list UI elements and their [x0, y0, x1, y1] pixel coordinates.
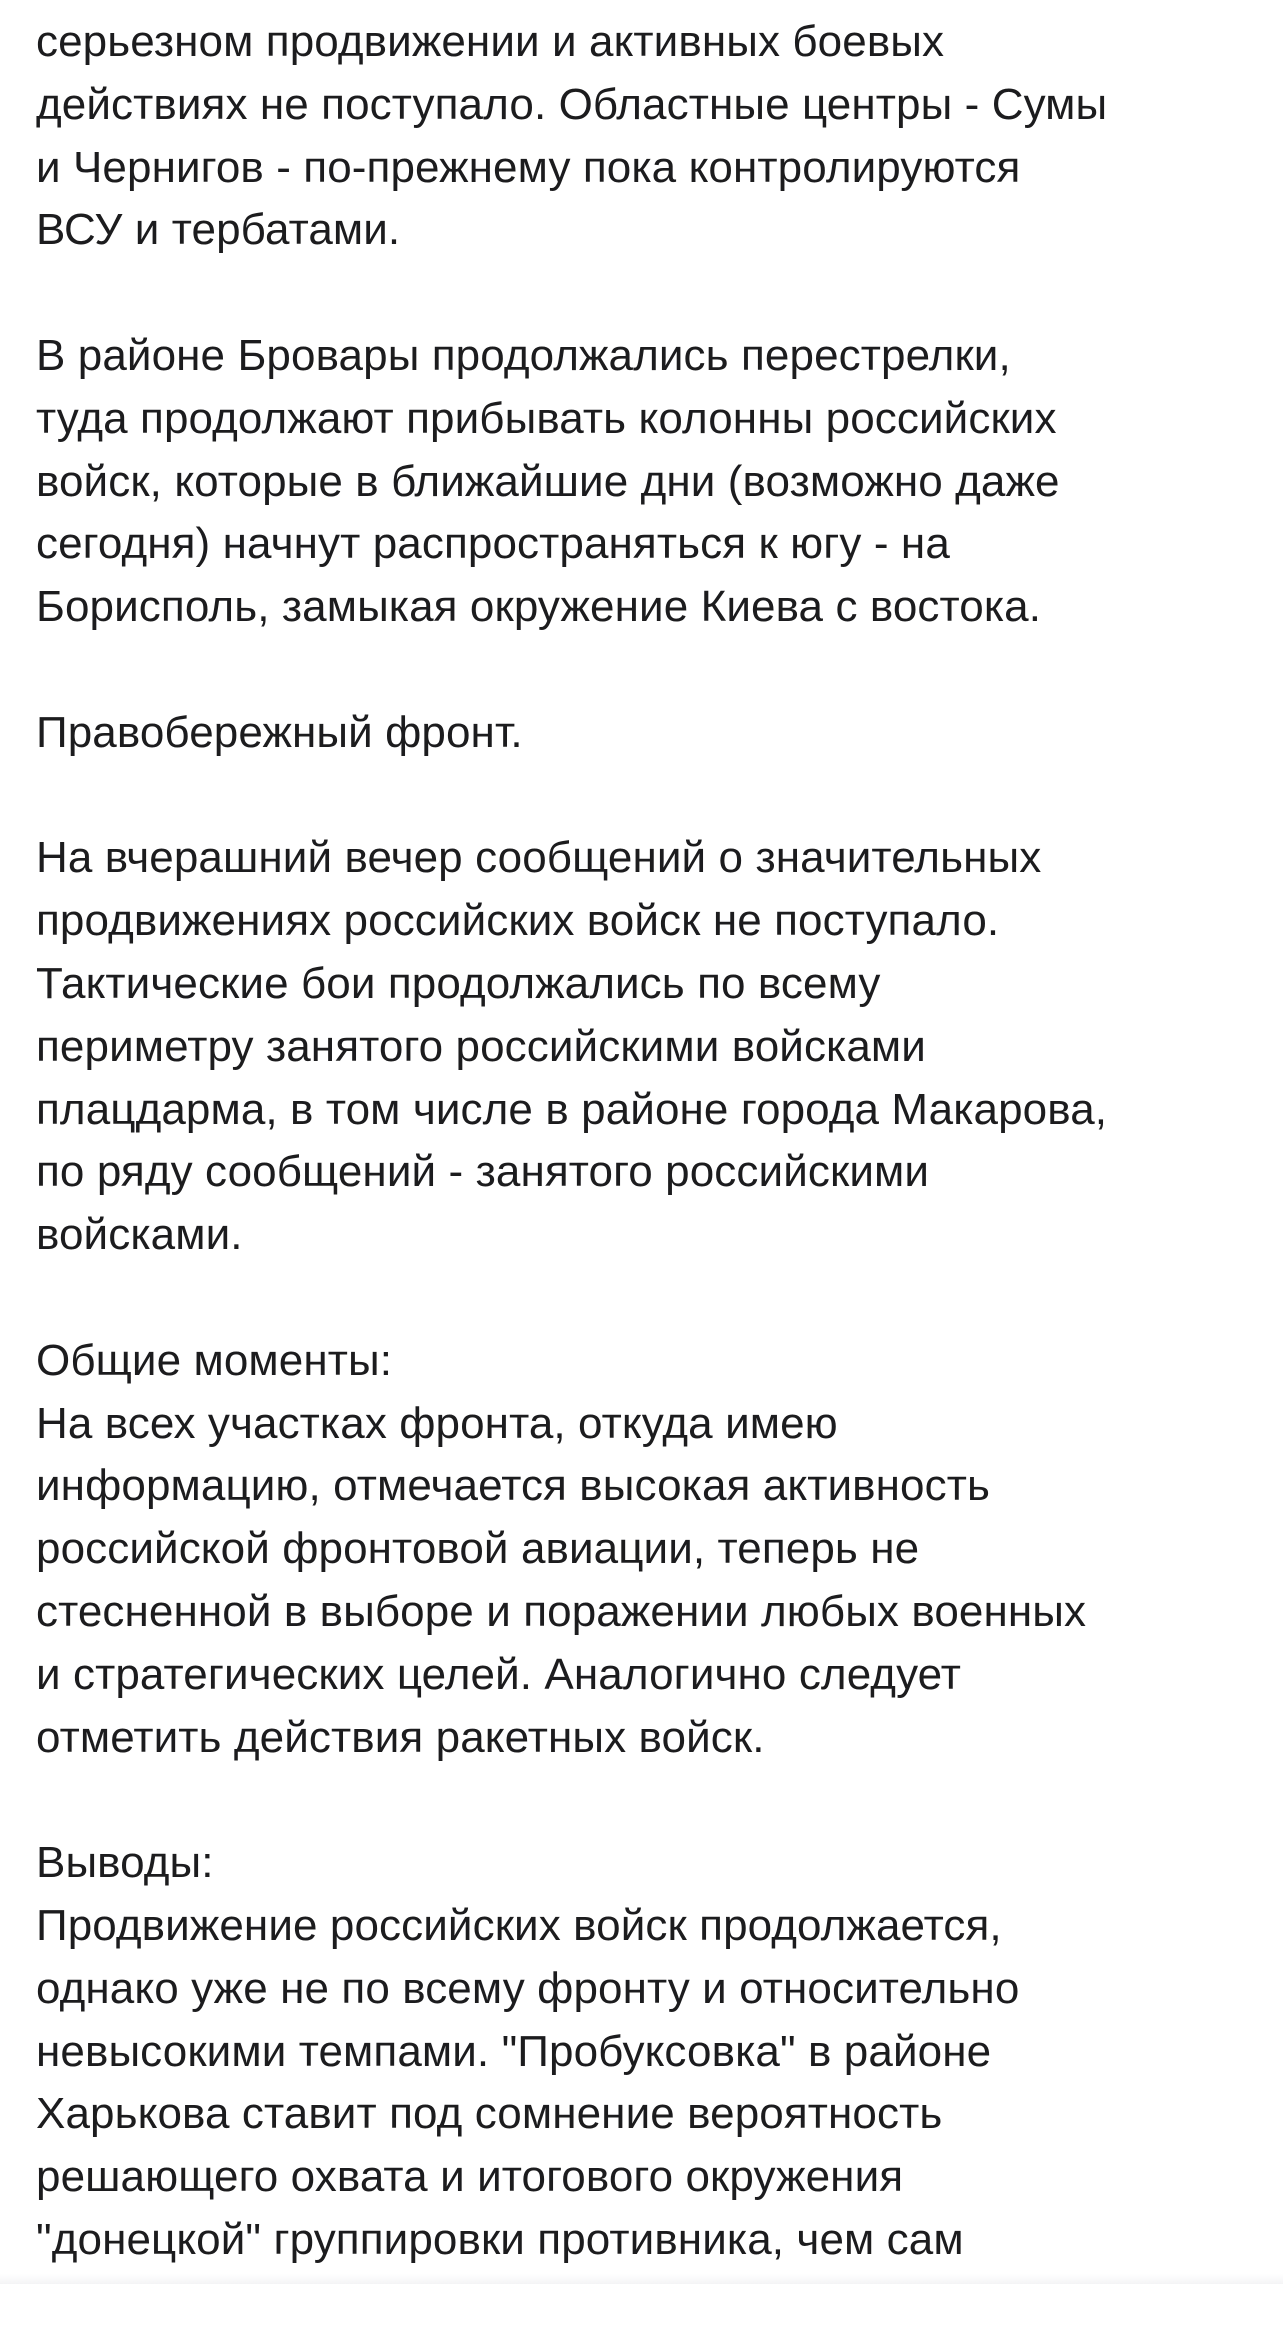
text-line: решающего охвата и итогового окружения — [36, 2152, 904, 2202]
bottom-edge-shade — [0, 2274, 1283, 2284]
text-line: Борисполь, замыкая окружение Киева с востока. — [36, 582, 1042, 632]
text-line: войсками. — [36, 1210, 243, 1260]
text-line: серьезном продвижении и активных боевых — [36, 17, 945, 66]
text-line: отметить действия ракетных войск. — [36, 1712, 765, 1762]
text-line: войск, которые в ближайшие дни (возможно даже — [36, 456, 1060, 506]
text-line: российской фронтовой авиации, теперь не — [36, 1524, 920, 1574]
section-heading: Правобережный фронт. — [36, 707, 523, 757]
text-line: туда продолжают прибывать колонны российских — [36, 393, 1057, 443]
text-line: информацию, отмечается высокая активность — [36, 1461, 990, 1511]
text-line: ВСУ и тербатами. — [36, 205, 401, 255]
text-line: по ряду сообщений - занятого российскими — [36, 1147, 930, 1197]
section-heading: Общие моменты: — [36, 1335, 393, 1385]
paragraph-1 — [36, 11, 1266, 262]
text-line: Продвижение российских войск продолжается, — [36, 1900, 1002, 1950]
text-line: Тактические бои продолжались по всему — [36, 958, 881, 1008]
paragraph-4 — [36, 827, 1266, 1267]
text-line: В районе Бровары продолжались перестрелки, — [36, 330, 1011, 380]
section-heading: Выводы: — [36, 1838, 214, 1888]
post-body — [36, 11, 1266, 2334]
text-line: периметру занятого российскими войсками — [36, 1021, 926, 1071]
paragraph-6 — [36, 1832, 1266, 2272]
text-line: и Чернигов - по-прежнему пока контролируются — [36, 142, 1021, 192]
text-line: На вчерашний вечер сообщений о значительных — [36, 833, 1042, 883]
text-line: невысокими темпами. "Пробуксовка" в районе — [36, 2026, 992, 2076]
text-line: Харькова ставит под сомнение вероятность — [36, 2089, 943, 2139]
paragraph-5 — [36, 1330, 1266, 1770]
text-line: действиях не поступало. Областные центры - Сумы — [36, 79, 1108, 129]
text-line: однако уже не по всему фронту и относительно — [36, 1963, 1020, 2013]
text-line: плацдарма, в том числе в районе города Макарова, — [36, 1084, 1108, 1134]
paragraph-2 — [36, 325, 1266, 639]
text-line: и стратегических целей. Аналогично следует — [36, 1649, 962, 1699]
text-line: сегодня) начнут распространяться к югу - на — [36, 519, 950, 569]
text-line: "донецкой" группировки противника, чем сам — [36, 2214, 964, 2264]
paragraph-3-heading — [36, 702, 1266, 765]
text-line: продвижениях российских войск не поступало. — [36, 896, 1000, 946]
text-line: стесненной в выборе и поражении любых военных — [36, 1586, 1087, 1636]
text-line: На всех участках фронта, откуда имею — [36, 1398, 838, 1448]
